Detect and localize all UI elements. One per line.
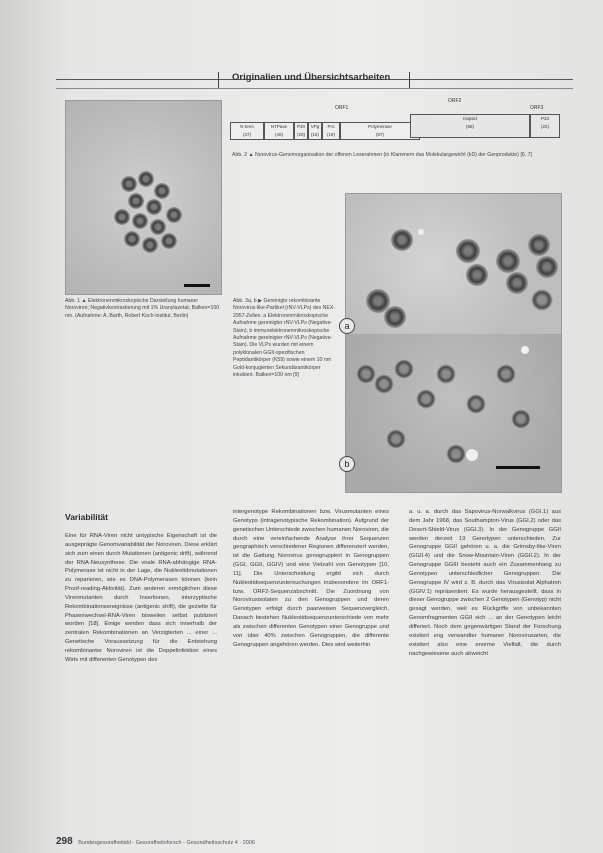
- segment-kapsid: Kapsid (58): [410, 114, 530, 138]
- paragraph: Eine für RNA-Viren nicht untypische Eigenschaft ist die ausgeprägte Genomvariabilität der Noroviren. Diese erklärt sich zum einen durch Mutationen (antigenic drift), während der RNA-Neusynthese. Die virale RNA-abhängige RNA-Polymerase ist nicht in der Lage, die Nukleotidmutationen zu reparieren, wie es DNA-Polymerasen können (kein Proof-reading-Aktivität). Zum anderen ermöglichen diese Virenmutanten durch Insertionen, interzyptische Rekombinationsereignisse (antigenic shift), die gezielte für Phasenwechsel-RNA-Viren bisweilen selbst publiziert worden [18]. Einige werden dass sich innerhalb der zentralen Rekombinationen an Verzigterten ... einer ... Genetische Voraussetzung für die Entstehung rekombinanter Noroviren ist die Doppelinfektion eines Wirts mit differenten Genotypen des: [65, 533, 217, 663]
- virus-particle: [536, 256, 558, 278]
- virus-particle: [511, 409, 531, 429]
- section-heading: Variabilität: [65, 512, 108, 522]
- virus-particle: [496, 249, 520, 273]
- stain-blob: [466, 449, 478, 461]
- page-footer: [56, 836, 255, 847]
- journal-citation: Bundesgesundheitsbl - Gesundheitsforsch - Gesundheitsschutz 4 · 2006: [78, 840, 255, 846]
- text-column-2: [233, 508, 389, 824]
- virus-particle: [161, 233, 177, 249]
- virus-particle: [124, 231, 140, 247]
- virus-particle: [416, 389, 436, 409]
- virus-particle: [356, 364, 376, 384]
- fig3-panel-b: [346, 334, 561, 492]
- panel-a-label: a: [339, 318, 355, 334]
- virus-particle: [166, 207, 182, 223]
- section-header: Originalien und Übersichtsarbeiten: [232, 72, 391, 83]
- scale-bar: [184, 284, 210, 287]
- virus-particle: [138, 171, 154, 187]
- virus-particle: [466, 394, 486, 414]
- text-column-3: [409, 508, 561, 824]
- fig2-caption: Abb. 2 ▲ Norovirus-Genomorganisation der offenen Leserahmen (in Klammern das Molekulargewicht (kD) der Genprodukte) [6, 7]: [232, 152, 533, 158]
- virus-particle: [386, 429, 406, 449]
- fig3-panel-a: [346, 194, 561, 334]
- virus-particle: [528, 234, 550, 256]
- page-number: 298: [56, 836, 73, 847]
- fig3-caption: Abb. 3a, b ▶ Gereinigte rekombinante Norovirus-like-Partikel (rNV-VLPs) des NEX-2957-Zellen. a Elektronenmikroskopische Aufnahme gereinigter rNV-VLPs (Negative-Stain), b immunelektronenmikroskopische Aufnahme gereinigter rNV-VLPs (Negative-Stain). Die VLPs wurden mit einem polyklonalen GGII-spezifischen Peptidantikörper (K59) sowie einem 10 nm Gold-konjugierten Sekundärantikörper inkubiert. Balken=100 nm [9]: [233, 298, 336, 379]
- panel-b-label: b: [339, 456, 355, 472]
- virus-particle: [374, 374, 394, 394]
- segment-polymerase: Polymerase (57): [340, 122, 420, 140]
- virus-particle: [391, 229, 413, 251]
- orf2-label: ORF2: [448, 98, 462, 104]
- segment-ntpase: NTPase (40): [264, 122, 294, 140]
- virus-particle: [506, 272, 528, 294]
- orf3-label: ORF3: [530, 105, 544, 111]
- scale-bar: [496, 466, 540, 469]
- virus-particle: [436, 364, 456, 384]
- virus-particle: [121, 176, 137, 192]
- fig3-em-image: [345, 193, 562, 493]
- genome-diagram: [230, 96, 560, 146]
- virus-particle: [132, 213, 148, 229]
- orf1-label: ORF1: [335, 105, 349, 111]
- paragraph: a. u. a. durch das Sapovirus-Norwalkvirus (GGI.1) aus dem Jahr 1968, das Southampton-Virus (GGI.2) oder das Desert-Shield-Virus (GGI.3). In der Genogruppe GGII werden derzeit 19 Genotypen unterschieden. Zur Genogruppe GGII gehören u. a. die Grimsby-like-Viren (GGII.4) und die Snow-Mountain-Viren (GGII.2). In der Genogruppe GGIII besteht auch ein Zusammenhang zu Genotypen unterschiedlicher Genogruppen. Die Genogruppe IV wird z. B. durch das Virusisolat Alphatron (GGIV.1) repräsentiert. Es wurde herausgestellt, dass in dieser Genogruppe zwischen 2 Genotypen (Genotyp) nicht gesagt werden, weil es Rückgriffe von unbekannten Genomfragmenten GGII sich ... an der Genotypen leicht differiert. Noch dem gegenwärtigen Stand der Forschung existiert eng verwandter humaner Norovirusarten, die existiert also eine enorme Vielfalt, die durch nachgewiesene auch abweicht: [409, 509, 561, 657]
- virus-particle: [456, 239, 480, 263]
- segment-vpg: VPg (16): [308, 122, 322, 140]
- paragraph: intergenotype Rekombinationen bzw. Virusmutanten eines Genotyps (intragenotypische Rekombination). Aufgrund der genetischen Unterschiede zwischen humanen Noroviren, die durch eine vereinfachende Analyse ihrer Sequenzen geographisch verschiedener Regionen differenziert werden, ist die Gattung Norovirus genogruppiert in Genogruppen (GGI, GGII, GGIV) und eine Vielzahl von Genotypen [10, 11]. Die Unterscheidung ergibt sich durch Nukleotidsequenzuntersuchungen insbesondere im ORF1- bzw. ORF2-Sequenzabschnitt. Die Zuordnung von Norovirusisolaten zu den Genogruppen und deren Genotypen erfolgt durch paarweisen Sequenzvergleich. Danach bestehen Nukleotidsequenzunterschiede von mehr als zwischen differenten Genotypen einer Genogruppe und von über 40% zwischen Genogruppen, die differente Genogruppen angehören werden. Dies wird weiterhin: [233, 509, 389, 648]
- virus-particle: [150, 219, 166, 235]
- segment-p20: P20 (20): [294, 122, 308, 140]
- virus-particle: [154, 183, 170, 199]
- header-rule-lower: [56, 88, 573, 89]
- segment-p23: P23 (22): [530, 114, 560, 138]
- segment-pro: Pro (19): [322, 122, 340, 140]
- text-column-1: [65, 532, 217, 824]
- virus-particle: [142, 237, 158, 253]
- virus-particle: [146, 199, 162, 215]
- virus-particle: [394, 359, 414, 379]
- stain-blob: [418, 229, 424, 235]
- stain-blob: [521, 346, 529, 354]
- virus-particle: [531, 289, 553, 311]
- virus-particle: [114, 209, 130, 225]
- virus-particle: [128, 193, 144, 209]
- virus-particle: [466, 264, 488, 286]
- segment-nterm: N-term (37): [230, 122, 264, 140]
- virus-particle: [446, 444, 466, 464]
- fig1-caption: Abb. 1 ▲ Elektronenmikroskopische Darstellung humaner Noroviren; Negativkontrastierung mit 1% Uranylazetat; Balken=100 nm. (Aufnahme: A. Barth, Robert Koch-Institut, Berlin): [65, 298, 220, 319]
- virus-particle: [384, 306, 406, 328]
- fig1-em-image: [65, 100, 222, 295]
- virus-particle: [496, 364, 516, 384]
